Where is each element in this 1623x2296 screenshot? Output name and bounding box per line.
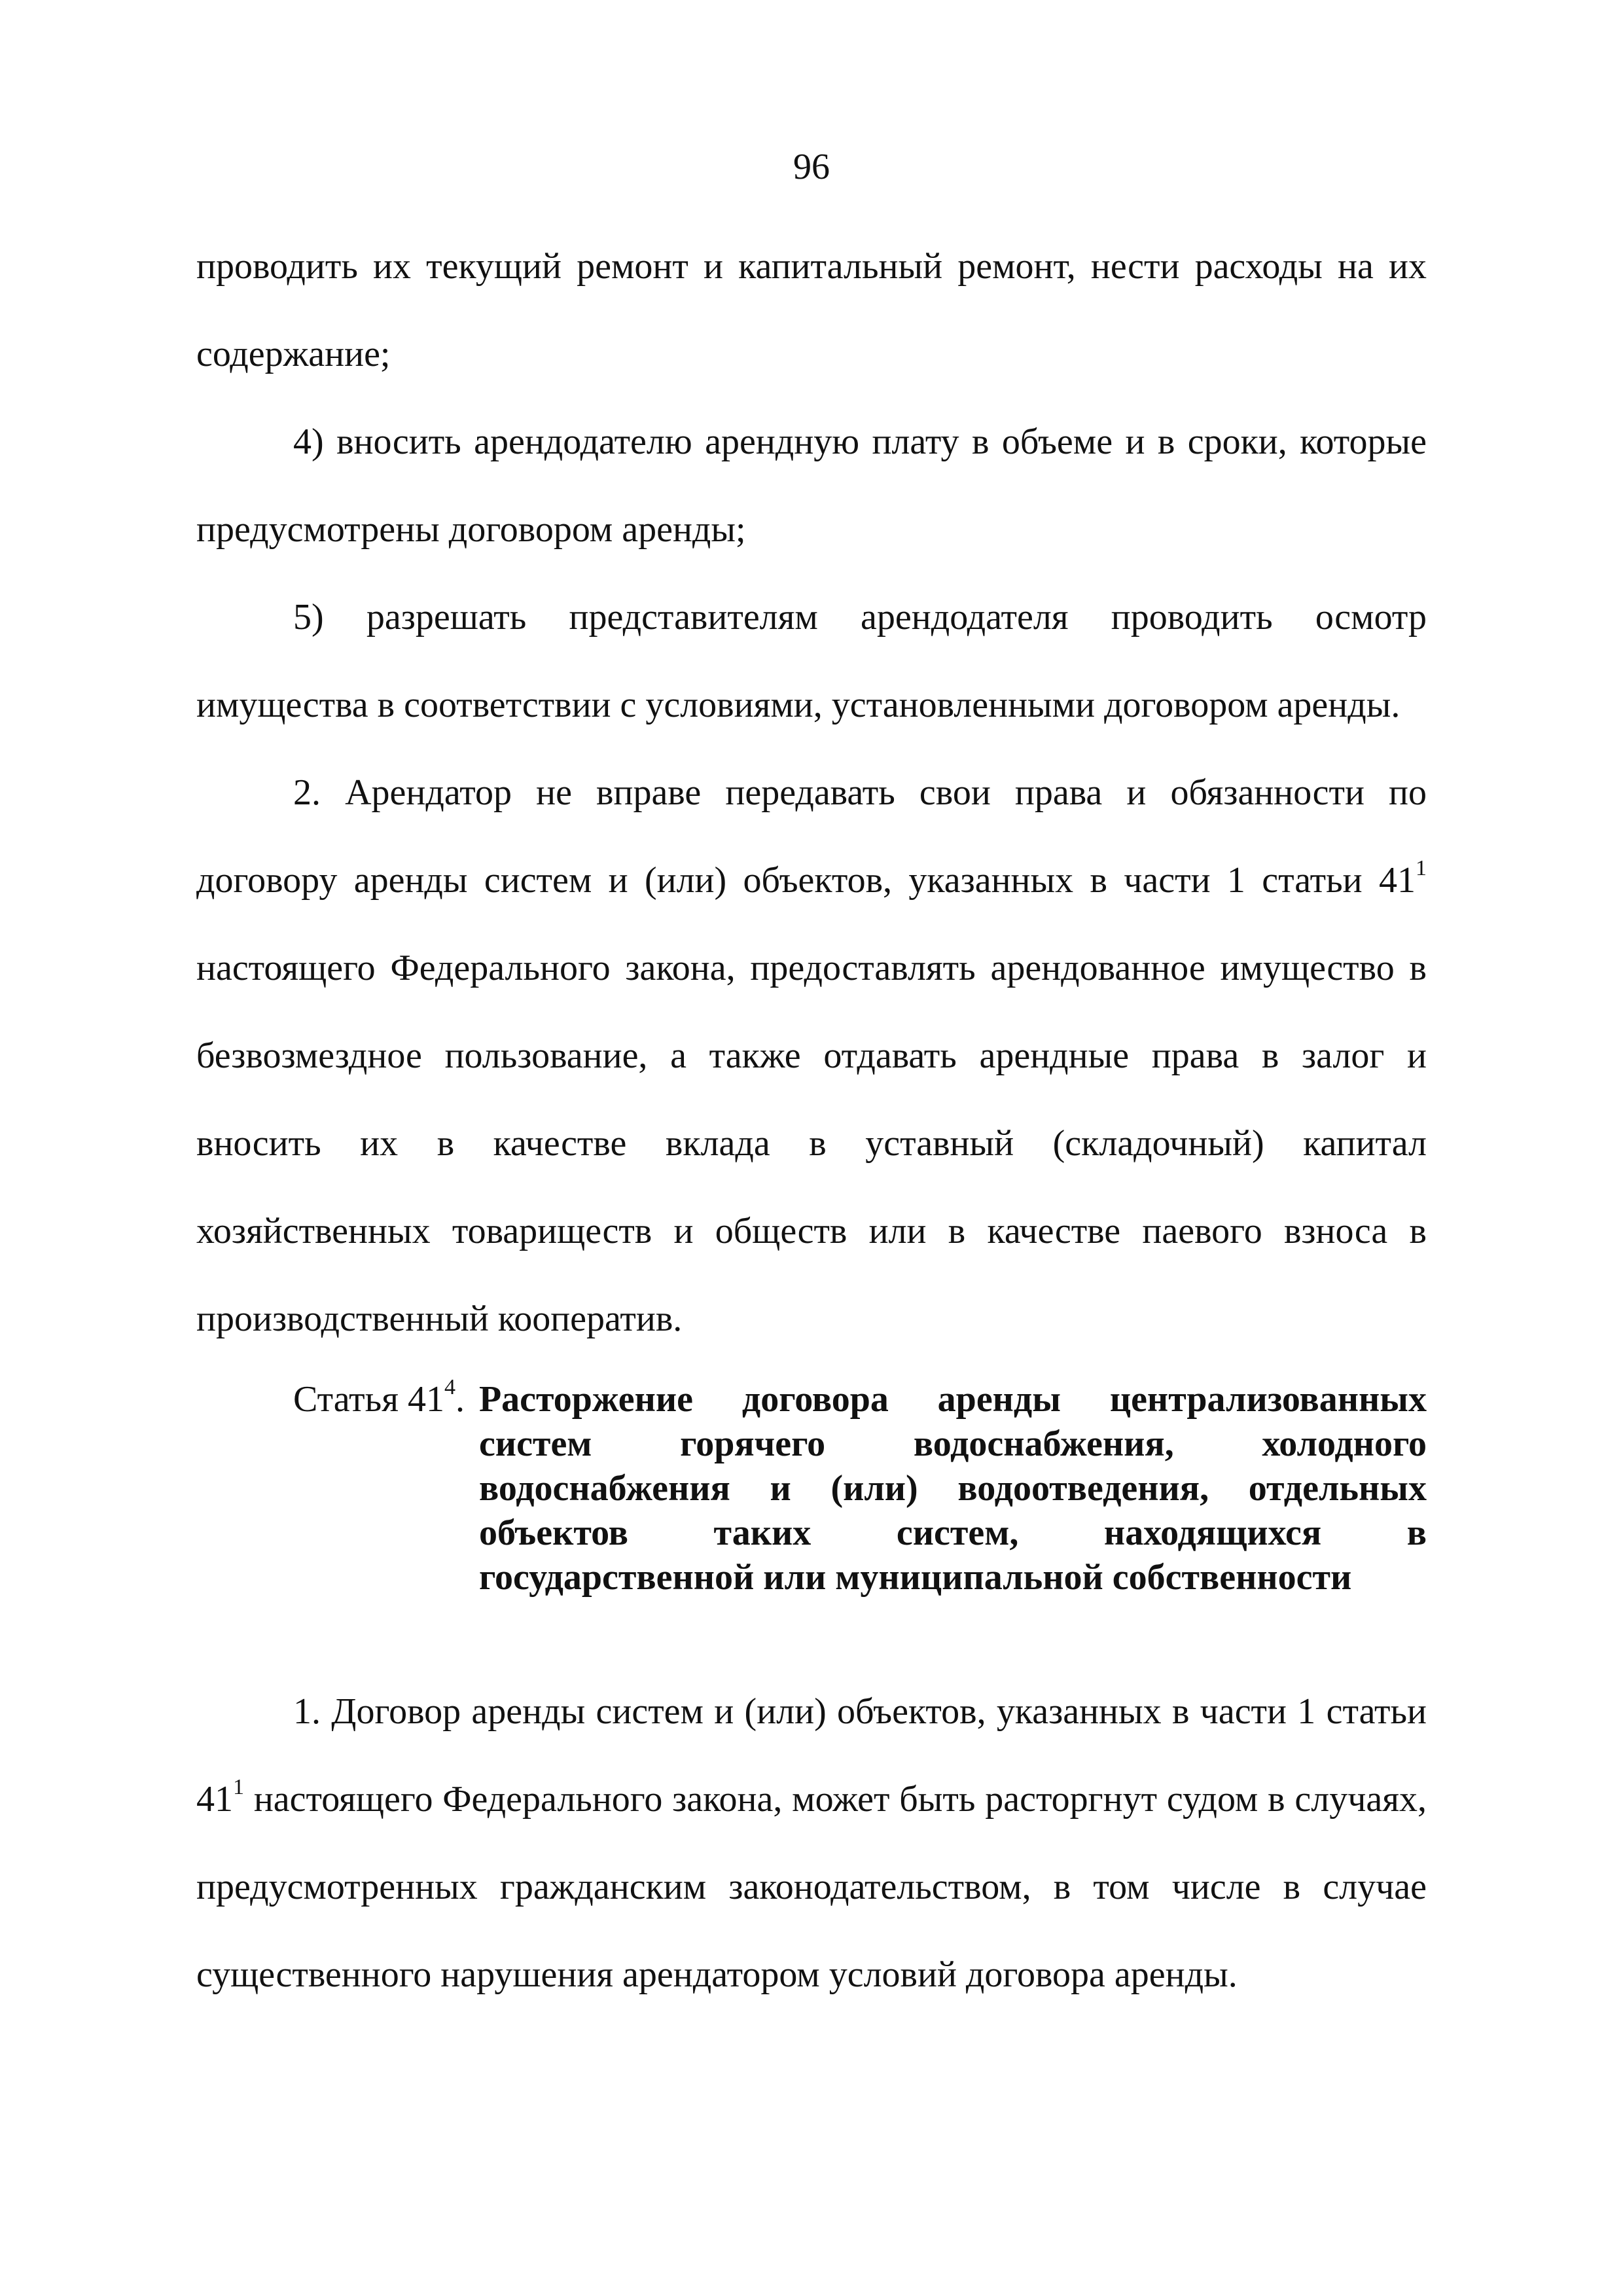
article-heading [196,1377,1427,1600]
article-title-line: водоснабжения и (или) водоотведения, отдельных [478,1468,1427,1509]
article-label-dot: . [455,1379,465,1420]
paragraph-2 [196,749,1427,1363]
article-title-line: Расторжение договора аренды централизованных [478,1379,1427,1420]
paragraph-item-5: 5) разрешать представителям арендодателя проводить осмотр имущества в соответствии с условиями, установленными договором аренды. [196,597,1427,725]
article-title-line: объектов таких систем, находящихся в [478,1513,1427,1553]
article-label-superscript: 4 [444,1375,455,1399]
article-label-text: Статья 41 [293,1379,444,1420]
paragraph-after-article [196,1668,1427,2018]
paragraph-2-text-part1: 2. Арендатор не вправе передавать свои права и обязанности по договору аренды систем и (или) объектов, указанных в части 1 статьи 41 [196,772,1427,901]
paragraph-after-text-part1: 1. Договор аренды систем и (или) объектов, указанных в части 1 статьи 41 [196,1691,1427,1820]
paragraph-continuation: проводить их текущий ремонт и капитальный ремонт, нести расходы на их содержание; [196,246,1427,374]
paragraph-after-superscript: 1 [233,1775,244,1799]
page-number: 96 [793,147,830,187]
article-title-line: систем горячего водоснабжения, холодного [478,1424,1427,1464]
paragraph-item-4: 4) вносить арендодателю арендную плату в объеме и в сроки, которые предусмотрены договором аренды; [196,422,1427,550]
article-label [196,1377,465,1600]
article-title [465,1377,1427,1600]
paragraph-2-text-part2: настоящего Федерального закона, предоставлять арендованное имущество в безвозмездное пользование, а также отдавать арендные права в залог и вносить их в качестве вклада в уставный (складочный) капитал хозяйственных товариществ и обществ или в качестве паевого взноса в производственный кооператив. [196,948,1427,1339]
document-body [196,223,1427,2018]
paragraph-2-superscript: 1 [1416,856,1427,880]
article-title-line: государственной или муниципальной собственности [478,1557,1352,1598]
paragraph-after-text-part2: настоящего Федерального закона, может быть расторгнут судом в случаях, предусмотренных гражданским законодательством, в том числе в случае существенного нарушения арендатором условий договора аренды. [196,1779,1427,1995]
